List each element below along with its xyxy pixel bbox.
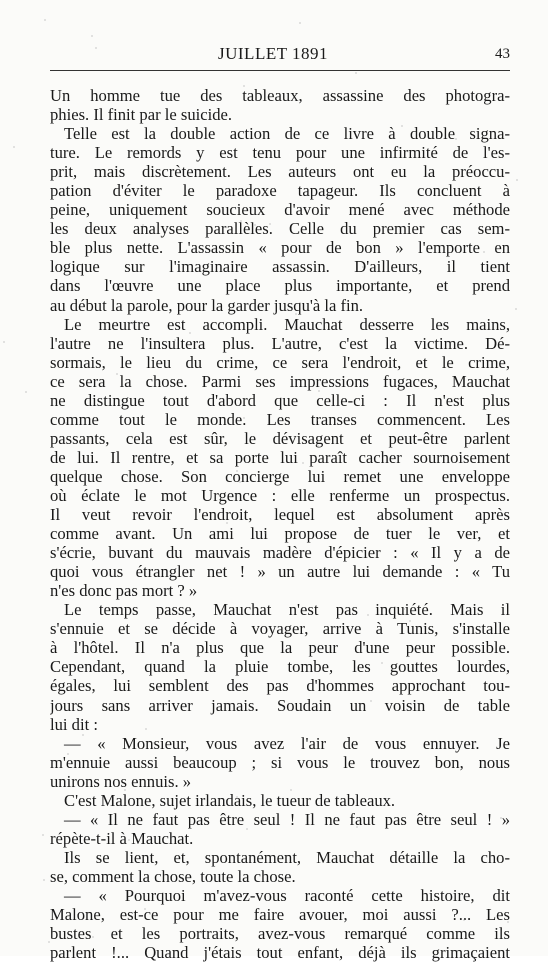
paper-speckle — [483, 251, 485, 253]
paper-speckle — [43, 879, 45, 881]
paper-speckle — [362, 150, 364, 152]
paper-speckle — [226, 522, 228, 524]
text-line: comme tout le monde. Les transes commencent. Les — [50, 409, 510, 429]
paper-speckle — [243, 85, 245, 87]
text-line: sormais, le lieu du crime, ce sera l'endroit, et le crime, — [50, 352, 510, 372]
running-title: JUILLET 1891 — [218, 44, 329, 63]
paper-speckle — [299, 22, 301, 24]
header-rule — [50, 70, 510, 71]
paper-speckle — [91, 35, 93, 37]
paper-speckle — [25, 391, 27, 393]
paper-speckle — [463, 919, 465, 921]
paper-speckle — [302, 462, 304, 464]
paper-speckle — [290, 789, 292, 791]
text-line: n'es donc pas mort ? » — [50, 581, 198, 601]
text-line: comme avant. Un ami lui propose de tuer le ver, et — [50, 524, 510, 544]
paper-speckle — [362, 266, 364, 268]
text-line: passants, cela est sûr, le dévisagent et peut-être parlent — [50, 428, 510, 448]
paper-speckle — [174, 339, 176, 341]
paper-speckle — [318, 390, 320, 392]
text-line: au début la parole, pour la garder jusqu'à la fin. — [50, 295, 364, 315]
paper-speckle — [507, 921, 509, 923]
paper-speckle — [325, 381, 327, 383]
text-line: dans l'œuvre une place plus importante, et prend — [50, 276, 510, 296]
paper-speckle — [381, 662, 383, 664]
paper-speckle — [455, 138, 457, 140]
paper-speckle — [403, 608, 405, 610]
text-line: Le temps passe, Mauchat n'est pas inquiété. Mais il — [64, 600, 510, 620]
body-text — [50, 86, 510, 962]
text-line: répète-t-il à Mauchat. — [50, 828, 194, 848]
text-line: lui dit : — [50, 714, 98, 734]
paper-speckle — [254, 224, 256, 226]
paper-speckle — [145, 728, 147, 730]
text-line: pation d'éviter le paradoxe tapageur. Ils concluent à — [50, 181, 510, 201]
paper-speckle — [295, 313, 297, 315]
text-line: les deux analyses parallèles. Celle du premier cas sem- — [50, 219, 510, 239]
paper-speckle — [67, 753, 69, 755]
text-line: prit, mais discrètement. Les auteurs ont eu la préoccu- — [50, 162, 510, 182]
paper-speckle — [62, 231, 64, 233]
paper-speckle — [116, 373, 118, 375]
paper-speckle — [189, 332, 191, 334]
paper-speckle — [269, 223, 271, 225]
text-line: Cependant, quand la pluie tombe, les gouttes lourdes, — [50, 657, 510, 677]
text-line: Ils se lient, et, spontanément, Mauchat détaille la cho- — [64, 847, 510, 867]
paper-speckle — [95, 47, 97, 49]
text-line: C'est Malone, sujet irlandais, le tueur de tableaux. — [64, 790, 396, 810]
text-line: égales, lui semblent des pas d'hommes approchant tou- — [50, 676, 510, 696]
paper-speckle — [264, 532, 266, 534]
text-line: quoi vous étrangler net ! » un autre lui demande : « Tu — [50, 562, 510, 582]
paper-speckle — [92, 936, 94, 938]
paper-speckle — [13, 146, 15, 148]
text-line: s'écrie, buvant du mauvais madère d'épicier : « Il y a de — [50, 543, 510, 563]
text-line: où éclate le mot Urgence : elle renferme un prospectus. — [50, 485, 510, 505]
text-line: parlent !... Quand j'étais tout enfant, déjà ils grimaçaient — [50, 943, 510, 962]
paper-speckle — [82, 734, 84, 736]
paper-speckle — [317, 445, 319, 447]
text-line: Telle est la double action de ce livre à double signa- — [64, 124, 510, 144]
text-line: m'ennuie aussi beaucoup ; si vous le trouvez bon, nous — [50, 752, 510, 772]
paper-speckle — [44, 19, 46, 21]
paper-speckle — [128, 839, 130, 841]
text-line: ne distingue tout d'abord que celle-ci : Il n'est plus — [50, 390, 510, 410]
paper-speckle — [516, 179, 518, 181]
text-line: Un homme tue des tableaux, assassine des photogra- — [50, 86, 510, 105]
paper-speckle — [370, 700, 372, 702]
text-line: — « Il ne faut pas être seul ! Il ne faut pas être seul ! » — [64, 809, 510, 829]
paper-speckle — [355, 72, 357, 74]
paper-speckle — [367, 614, 369, 616]
paper-speckle — [124, 789, 126, 791]
text-line: peine, uniquement soucieux d'avoir mené avec méthode — [50, 200, 510, 220]
page-number: 43 — [495, 46, 510, 62]
paper-speckle — [239, 481, 241, 483]
text-line: ble plus nette. L'assassin « pour de bon » l'emporte en — [50, 238, 510, 258]
paper-speckle — [142, 224, 144, 226]
paper-speckle — [401, 125, 403, 127]
text-line: jours sans arriver jamais. Soudain un voisin de table — [50, 695, 510, 715]
text-line: quelque chose. Son concierge lui remet une enveloppe — [50, 466, 510, 486]
text-line: ture. Le remords y est tenu pour une infirmité de l'es- — [50, 143, 510, 163]
text-line: unirons nos ennuis. » — [50, 771, 192, 791]
text-line: s'ennuie et se décide à voyager, arrive à Tunis, s'installe — [50, 619, 510, 639]
text-line: — « Pourquoi m'avez-vous raconté cette histoire, dit — [64, 885, 510, 905]
text-line: se, comment la chose, toute la chose. — [50, 866, 296, 886]
paper-speckle — [73, 212, 75, 214]
paper-speckle — [243, 417, 245, 419]
paper-speckle — [409, 620, 411, 622]
paper-speckle — [144, 908, 146, 910]
paper-speckle — [153, 742, 155, 744]
paper-speckle — [65, 422, 67, 424]
paper-speckle — [515, 308, 517, 310]
text-line: à l'hôtel. Il n'a plus que la peur d'une peur possible. — [50, 638, 510, 658]
paper-speckle — [500, 817, 502, 819]
paper-speckle — [246, 828, 248, 830]
text-line: Le meurtre est accompli. Mauchat desserre les mains, — [64, 314, 510, 334]
paper-speckle — [356, 826, 358, 828]
paper-speckle — [316, 419, 318, 421]
text-line: — « Monsieur, vous avez l'air de vous ennuyer. Je — [64, 733, 510, 753]
text-line: phies. Il finit par le suicide. — [50, 105, 233, 125]
text-line: Il veut revoir l'endroit, lequel est absolument après — [50, 505, 510, 525]
paper-speckle — [3, 341, 5, 343]
paper-speckle — [236, 796, 238, 798]
paper-speckle — [236, 470, 238, 472]
running-head — [50, 44, 510, 66]
text-line: l'autre ne l'insultera plus. L'autre, c'est la victime. Dé- — [50, 333, 510, 353]
paper-speckle — [48, 941, 50, 943]
text-line: logique sur l'imaginaire assassin. D'ailleurs, il tient — [50, 257, 510, 277]
paper-speckle — [240, 220, 242, 222]
text-line: Malone, est-ce pour me faire avouer, moi aussi ?... Les — [50, 905, 510, 925]
text-line: bustes et les portraits, avez-vous remarqué comme ils — [50, 924, 510, 944]
paper-speckle — [42, 834, 44, 836]
text-line: ce sera la chose. Parmi ses impressions fugaces, Mauchat — [50, 371, 510, 391]
text-line: de lui. Il rentre, et sa porte lui paraît cacher sournoisement — [50, 447, 510, 467]
